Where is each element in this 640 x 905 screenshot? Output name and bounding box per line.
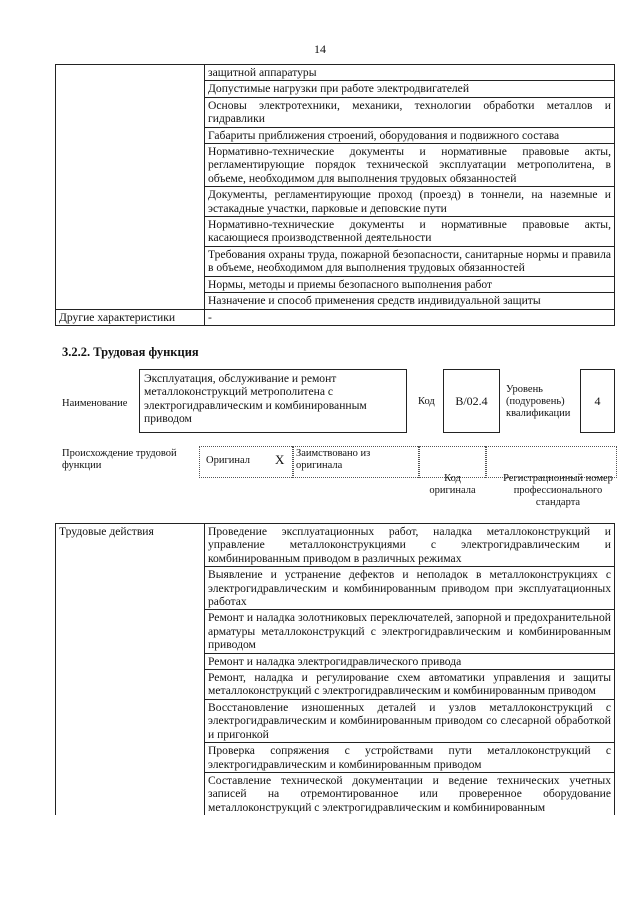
table-row: Ремонт и наладка электрогидравлического привода (205, 653, 615, 669)
table-row: Документы, регламентирующие проход (проезд) в тоннели, на наземные и эстакадные участки, парковые и деповские пути (205, 187, 615, 217)
other-characteristics-label: Другие характеристики (56, 309, 205, 325)
labor-actions-table (55, 523, 615, 815)
table-row: Назначение и способ применения средств индивидуальной защиты (205, 293, 615, 309)
table-row: Требования охраны труда, пожарной безопасности, санитарные нормы и правила в объеме, необходимом для выполнения трудовых обязанностей (205, 246, 615, 276)
page-number: 14 (314, 42, 326, 56)
function-code: B/02.4 (443, 369, 500, 433)
origin-label: Происхождение трудовой функции (62, 448, 177, 471)
other-characteristics-value: - (205, 309, 615, 325)
table-row: Нормативно-технические документы и нормативные правовые акты, касающиеся производственной деятельности (205, 217, 615, 247)
table-row: Проверка сопряжения с устройствами пути металлоконструкций с электрогидравлическим и комбинированным приводом (205, 743, 615, 773)
table-row: Проведение эксплуатационных работ, наладка металлоконструкций и управление металлоконструкциями с электрогидравлическим и комбинированным приводом в различных режимах (205, 524, 615, 567)
section-title: 3.2.2. Трудовая функция (62, 345, 199, 359)
table-row: защитной аппаратуры (205, 65, 615, 81)
name-label: Наименование (62, 398, 128, 409)
table-row: Составление технической документации и ведение технических учетных записей на отремонтированное или проверенное оборудование металлоконструкций с электрогидравлическим и комбинированным (205, 772, 615, 815)
code-label: Код (418, 396, 435, 407)
function-name: Эксплуатация, обслуживание и ремонт металлоконструкций метрополитена с электрогидравлическим и комбинированным приводом (139, 369, 407, 433)
table-row: Нормы, методы и приемы безопасного выполнения работ (205, 276, 615, 292)
table-row: Выявление и устранение дефектов и неполадок в металлоконструкциях с электрогидравлическим и комбинированным приводом при эксплуатационных работах (205, 567, 615, 610)
code-original-caption: Код оригинала (429, 473, 476, 496)
borrowed-label: Заимствовано из оригинала (296, 448, 371, 471)
level-label: Уровень (подуровень) квалификации (506, 384, 571, 419)
knowledge-table (55, 64, 615, 326)
table-row: Восстановление изношенных деталей и узлов металлоконструкций с электрогидравлическим и комбинированным приводом со слесарной обработкой и пригонкой (205, 699, 615, 742)
reg-number-caption: Регистрационный номер профессионального стандарта (503, 473, 613, 508)
level-value: 4 (580, 369, 615, 433)
table-row: Основы электротехники, механики, технологии обработки металлов и гидравлики (205, 97, 615, 127)
table-label-cell (56, 65, 205, 310)
original-mark: X (275, 452, 285, 467)
table-row: Ремонт, наладка и регулирование схем автоматики управления и защиты металлоконструкций с электрогидравлическим и комбинированным приводом (205, 670, 615, 700)
table-row: Габариты приближения строений, оборудования и подвижного состава (205, 127, 615, 143)
labor-actions-label: Трудовые действия (56, 524, 205, 816)
table-row: Допустимые нагрузки при работе электродвигателей (205, 81, 615, 97)
table-row: Нормативно-технические документы и нормативные правовые акты, регламентирующие порядок технической эксплуатации метрополитена, в объеме, необходимом для выполнения трудовых обязанностей (205, 144, 615, 187)
original-label: Оригинал (206, 455, 250, 466)
table-row: Ремонт и наладка золотниковых переключателей, запорной и предохранительной арматуры металлоконструкций с электрогидравлическим и комбинированным приводом (205, 610, 615, 653)
